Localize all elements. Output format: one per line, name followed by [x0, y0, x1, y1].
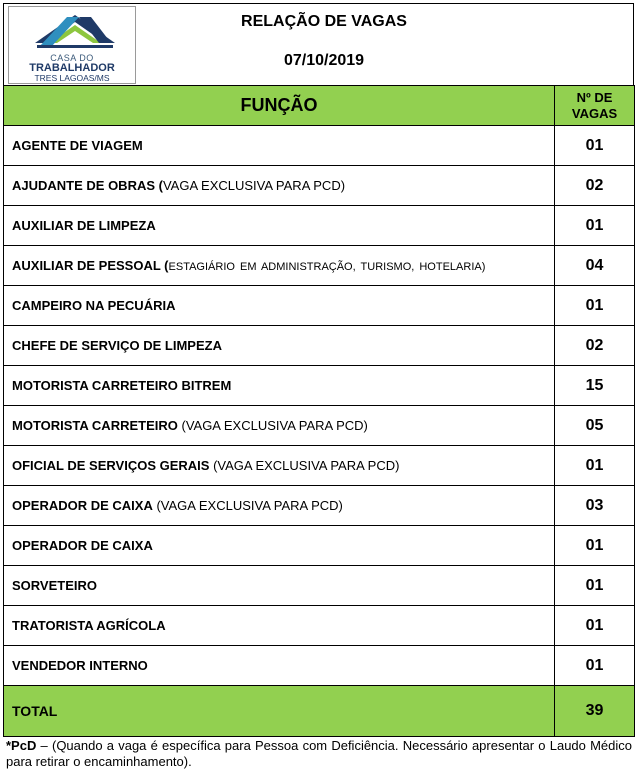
document-header — [3, 3, 634, 85]
job-title-cell — [4, 566, 555, 606]
table-row — [4, 126, 635, 166]
table-row — [4, 446, 635, 486]
job-title-cell — [4, 526, 555, 566]
vacancies-table — [3, 85, 635, 737]
page-title: RELAÇÃO DE VAGAS — [241, 13, 407, 30]
job-title: CAMPEIRO NA PECUÁRIA — [12, 298, 176, 313]
job-title: VENDEDOR INTERNO — [12, 658, 148, 673]
vacancy-count: 01 — [555, 126, 635, 166]
job-title-cell — [4, 206, 555, 246]
table-header-row — [4, 86, 635, 126]
logo-line-2: TRABALHADOR — [29, 62, 115, 74]
job-title: CHEFE DE SERVIÇO DE LIMPEZA — [12, 338, 222, 353]
vacancy-count: 01 — [555, 566, 635, 606]
job-title-cell — [4, 606, 555, 646]
footnote-term: *PcD — [6, 738, 37, 753]
total-label: TOTAL — [4, 686, 555, 737]
job-title: OPERADOR DE CAIXA — [12, 498, 153, 513]
vacancy-count: 02 — [555, 166, 635, 206]
job-title-cell — [4, 246, 555, 286]
job-title-cell — [4, 166, 555, 206]
vacancy-count: 01 — [555, 606, 635, 646]
job-title: TRATORISTA AGRÍCOLA — [12, 618, 166, 633]
casa-do-trabalhador-logo — [8, 6, 136, 84]
footnote-text: – (Quando a vaga é específica para Pessoa com Deficiência. Necessário apresentar o Laudo Médico para retirar o encaminhamento). — [6, 738, 632, 769]
job-title-cell — [4, 126, 555, 166]
job-title: AUXILIAR DE PESSOAL ( — [12, 258, 169, 273]
job-title: MOTORISTA CARRETEIRO — [12, 418, 178, 433]
table-row — [4, 286, 635, 326]
table-row — [4, 206, 635, 246]
table-row — [4, 486, 635, 526]
job-title-cell — [4, 486, 555, 526]
job-title: AGENTE DE VIAGEM — [12, 138, 143, 153]
table-row — [4, 646, 635, 686]
vacancy-count: 02 — [555, 326, 635, 366]
job-title: AJUDANTE DE OBRAS ( — [12, 178, 163, 193]
vacancy-count: 01 — [555, 526, 635, 566]
job-note: ESTAGIÁRIO EM ADMINISTRAÇÃO, TURISMO, HOTELARIA) — [168, 261, 486, 273]
job-title-cell — [4, 446, 555, 486]
vacancy-count: 04 — [555, 246, 635, 286]
table-row — [4, 566, 635, 606]
job-title: OPERADOR DE CAIXA — [12, 538, 153, 553]
column-header-funcao: FUNÇÃO — [4, 86, 555, 126]
job-title: MOTORISTA CARRETEIRO BITREM — [12, 378, 232, 393]
house-logo-icon — [9, 7, 135, 55]
vacancy-count: 01 — [555, 446, 635, 486]
job-title-cell — [4, 286, 555, 326]
job-title: OFICIAL DE SERVIÇOS GERAIS — [12, 458, 210, 473]
job-title: AUXILIAR DE LIMPEZA — [12, 218, 156, 233]
column-header-vagas-line2: VAGAS — [571, 105, 618, 121]
vacancy-count: 01 — [555, 646, 635, 686]
job-note: (VAGA EXCLUSIVA PARA PCD) — [209, 458, 400, 473]
table-row — [4, 326, 635, 366]
logo-line-1: CASA DO — [50, 53, 94, 63]
page-date: 07/10/2019 — [283, 52, 365, 69]
vacancy-count: 01 — [555, 286, 635, 326]
job-title-cell — [4, 406, 555, 446]
total-value: 39 — [555, 686, 635, 737]
job-title-cell — [4, 646, 555, 686]
table-row — [4, 166, 635, 206]
footnote — [6, 738, 632, 770]
vacancy-count: 03 — [555, 486, 635, 526]
vacancy-count: 01 — [555, 206, 635, 246]
job-title-cell — [4, 326, 555, 366]
total-row — [4, 686, 635, 737]
job-note: VAGA EXCLUSIVA PARA PCD) — [162, 178, 346, 193]
job-note: (VAGA EXCLUSIVA PARA PCD) — [177, 418, 368, 433]
job-title: SORVETEIRO — [12, 578, 98, 593]
job-title-cell — [4, 366, 555, 406]
vacancy-count: 05 — [555, 406, 635, 446]
table-row — [4, 366, 635, 406]
table-row — [4, 526, 635, 566]
logo-line-3: TRES LAGOAS/MS — [34, 73, 110, 83]
table-row — [4, 406, 635, 446]
table-row — [4, 246, 635, 286]
column-header-vagas-line1: Nº DE — [576, 89, 613, 105]
vacancy-count: 15 — [555, 366, 635, 406]
table-row — [4, 606, 635, 646]
column-header-vagas — [555, 86, 635, 126]
job-note: (VAGA EXCLUSIVA PARA PCD) — [152, 498, 343, 513]
